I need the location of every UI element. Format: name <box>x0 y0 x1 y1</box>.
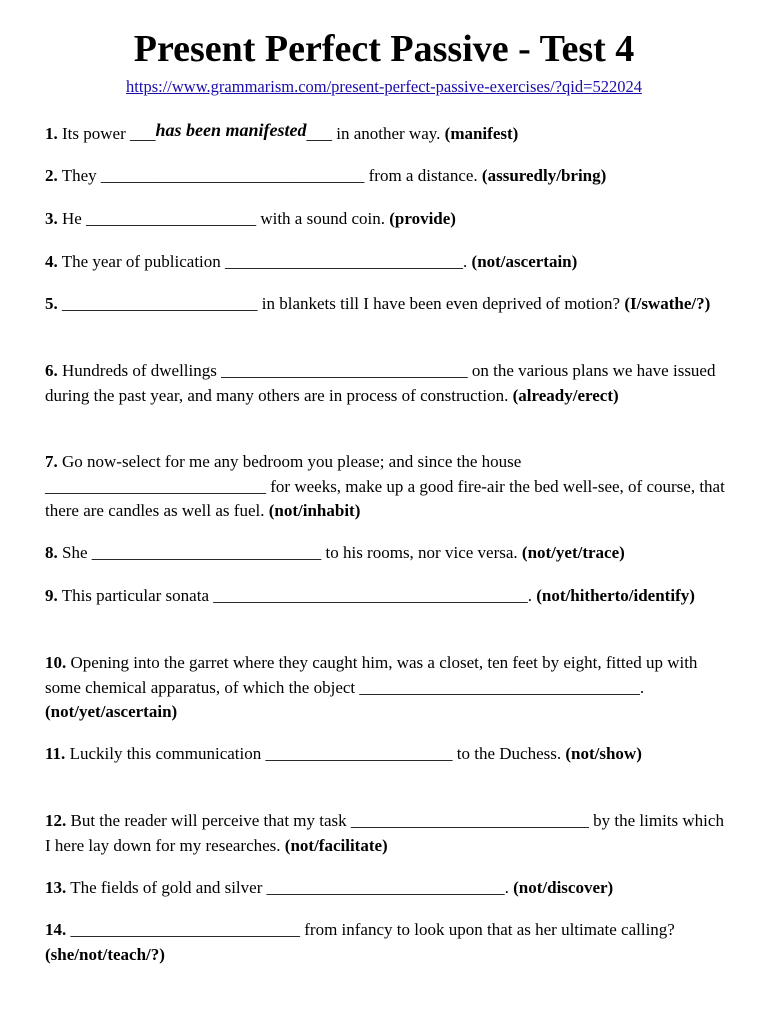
verb-hint: (assuredly/bring) <box>481 166 607 185</box>
question-4 <box>45 250 725 275</box>
question-number: 9. <box>45 586 58 605</box>
verb-hint: (manifest) <box>444 124 519 143</box>
question-2 <box>45 164 725 189</box>
question-text: Luckily this communication ______________________ to the Duchess. <box>69 744 566 763</box>
question-text: _______________________ in blankets till I have been even deprived of motion? <box>62 294 625 313</box>
question-number: 3. <box>45 209 58 228</box>
answer-text: has been manifested <box>155 120 307 140</box>
verb-hint: (not/ascertain) <box>471 252 578 271</box>
question-text: ___________________________ from infancy to look upon that as her ultimate calling? <box>70 920 675 939</box>
question-text: Go now-select for me any bedroom you please; and since the house __________________________ for weeks, make up a good fire-air the bed well-see, of course, that there are candles as well as fuel. <box>45 452 725 520</box>
source-url-line <box>0 76 768 98</box>
question-text: Hundreds of dwellings _____________________________ on the various plans we have issued during the past year, and many others are in process of construction. <box>45 361 716 405</box>
question-1 <box>45 121 725 147</box>
verb-hint: (already/erect) <box>512 385 619 405</box>
question-number: 13. <box>45 878 67 897</box>
question-text: The year of publication ____________________________. <box>61 252 472 271</box>
answer-blank-right: ___ <box>306 124 332 143</box>
question-text: She ___________________________ to his rooms, nor vice versa. <box>62 543 522 562</box>
question-number: 12. <box>45 811 67 830</box>
verb-hint: (provide) <box>389 209 456 228</box>
question-number: 11. <box>45 744 66 763</box>
verb-hint: (not/yet/ascertain) <box>45 702 178 721</box>
question-number: 7. <box>45 452 58 471</box>
question-10 <box>45 651 725 725</box>
question-text: Opening into the garret where they caught him, was a closet, ten feet by eight, fitted up with some chemical apparatus, of which the object _________________________________. <box>45 653 698 697</box>
verb-hint: (not/facilitate) <box>284 835 388 855</box>
question-text: He ____________________ with a sound coin. <box>62 209 390 228</box>
question-text: This particular sonata _____________________________________. <box>61 586 537 605</box>
verb-hint: (I/swathe/?) <box>624 294 711 313</box>
verb-hint: (not/inhabit) <box>268 501 361 520</box>
question-7 <box>45 450 725 524</box>
question-number: 14. <box>45 920 67 939</box>
question-number: 4. <box>45 252 58 271</box>
question-text: Its power <box>62 124 130 143</box>
verb-hint: (she/not/teach/?) <box>45 944 165 964</box>
filled-answer <box>155 121 306 147</box>
answer-blank-left: ___ <box>129 124 156 143</box>
question-11 <box>45 742 725 767</box>
verb-hint: (not/yet/trace) <box>521 543 625 562</box>
question-number: 6. <box>45 361 58 380</box>
source-url-link[interactable]: https://www.grammarism.com/present-perfect-passive-exercises/?qid=522024 <box>126 77 642 96</box>
verb-hint: (not/discover) <box>513 878 614 897</box>
verb-hint: (not/show) <box>565 744 642 763</box>
question-14 <box>45 918 725 967</box>
question-text: The fields of gold and silver ____________________________. <box>70 878 514 897</box>
question-number: 8. <box>45 543 58 562</box>
question-text: They _______________________________ from a distance. <box>61 166 482 185</box>
page-title: Present Perfect Passive - Test 4 <box>133 28 635 70</box>
question-5 <box>45 292 725 317</box>
question-text: But the reader will perceive that my task ____________________________ by the limits which I here lay down for my researches. <box>45 811 724 855</box>
question-number: 1. <box>45 124 58 143</box>
question-6 <box>45 359 725 408</box>
question-number: 2. <box>45 166 58 185</box>
question-3 <box>45 207 725 232</box>
question-number: 5. <box>45 294 58 313</box>
question-9 <box>45 584 725 609</box>
question-12 <box>45 809 725 858</box>
question-13 <box>45 876 725 901</box>
question-number: 10. <box>45 653 67 672</box>
question-text-end: in another way. <box>331 124 445 143</box>
verb-hint: (not/hitherto/identify) <box>536 586 695 605</box>
question-8 <box>45 541 725 566</box>
